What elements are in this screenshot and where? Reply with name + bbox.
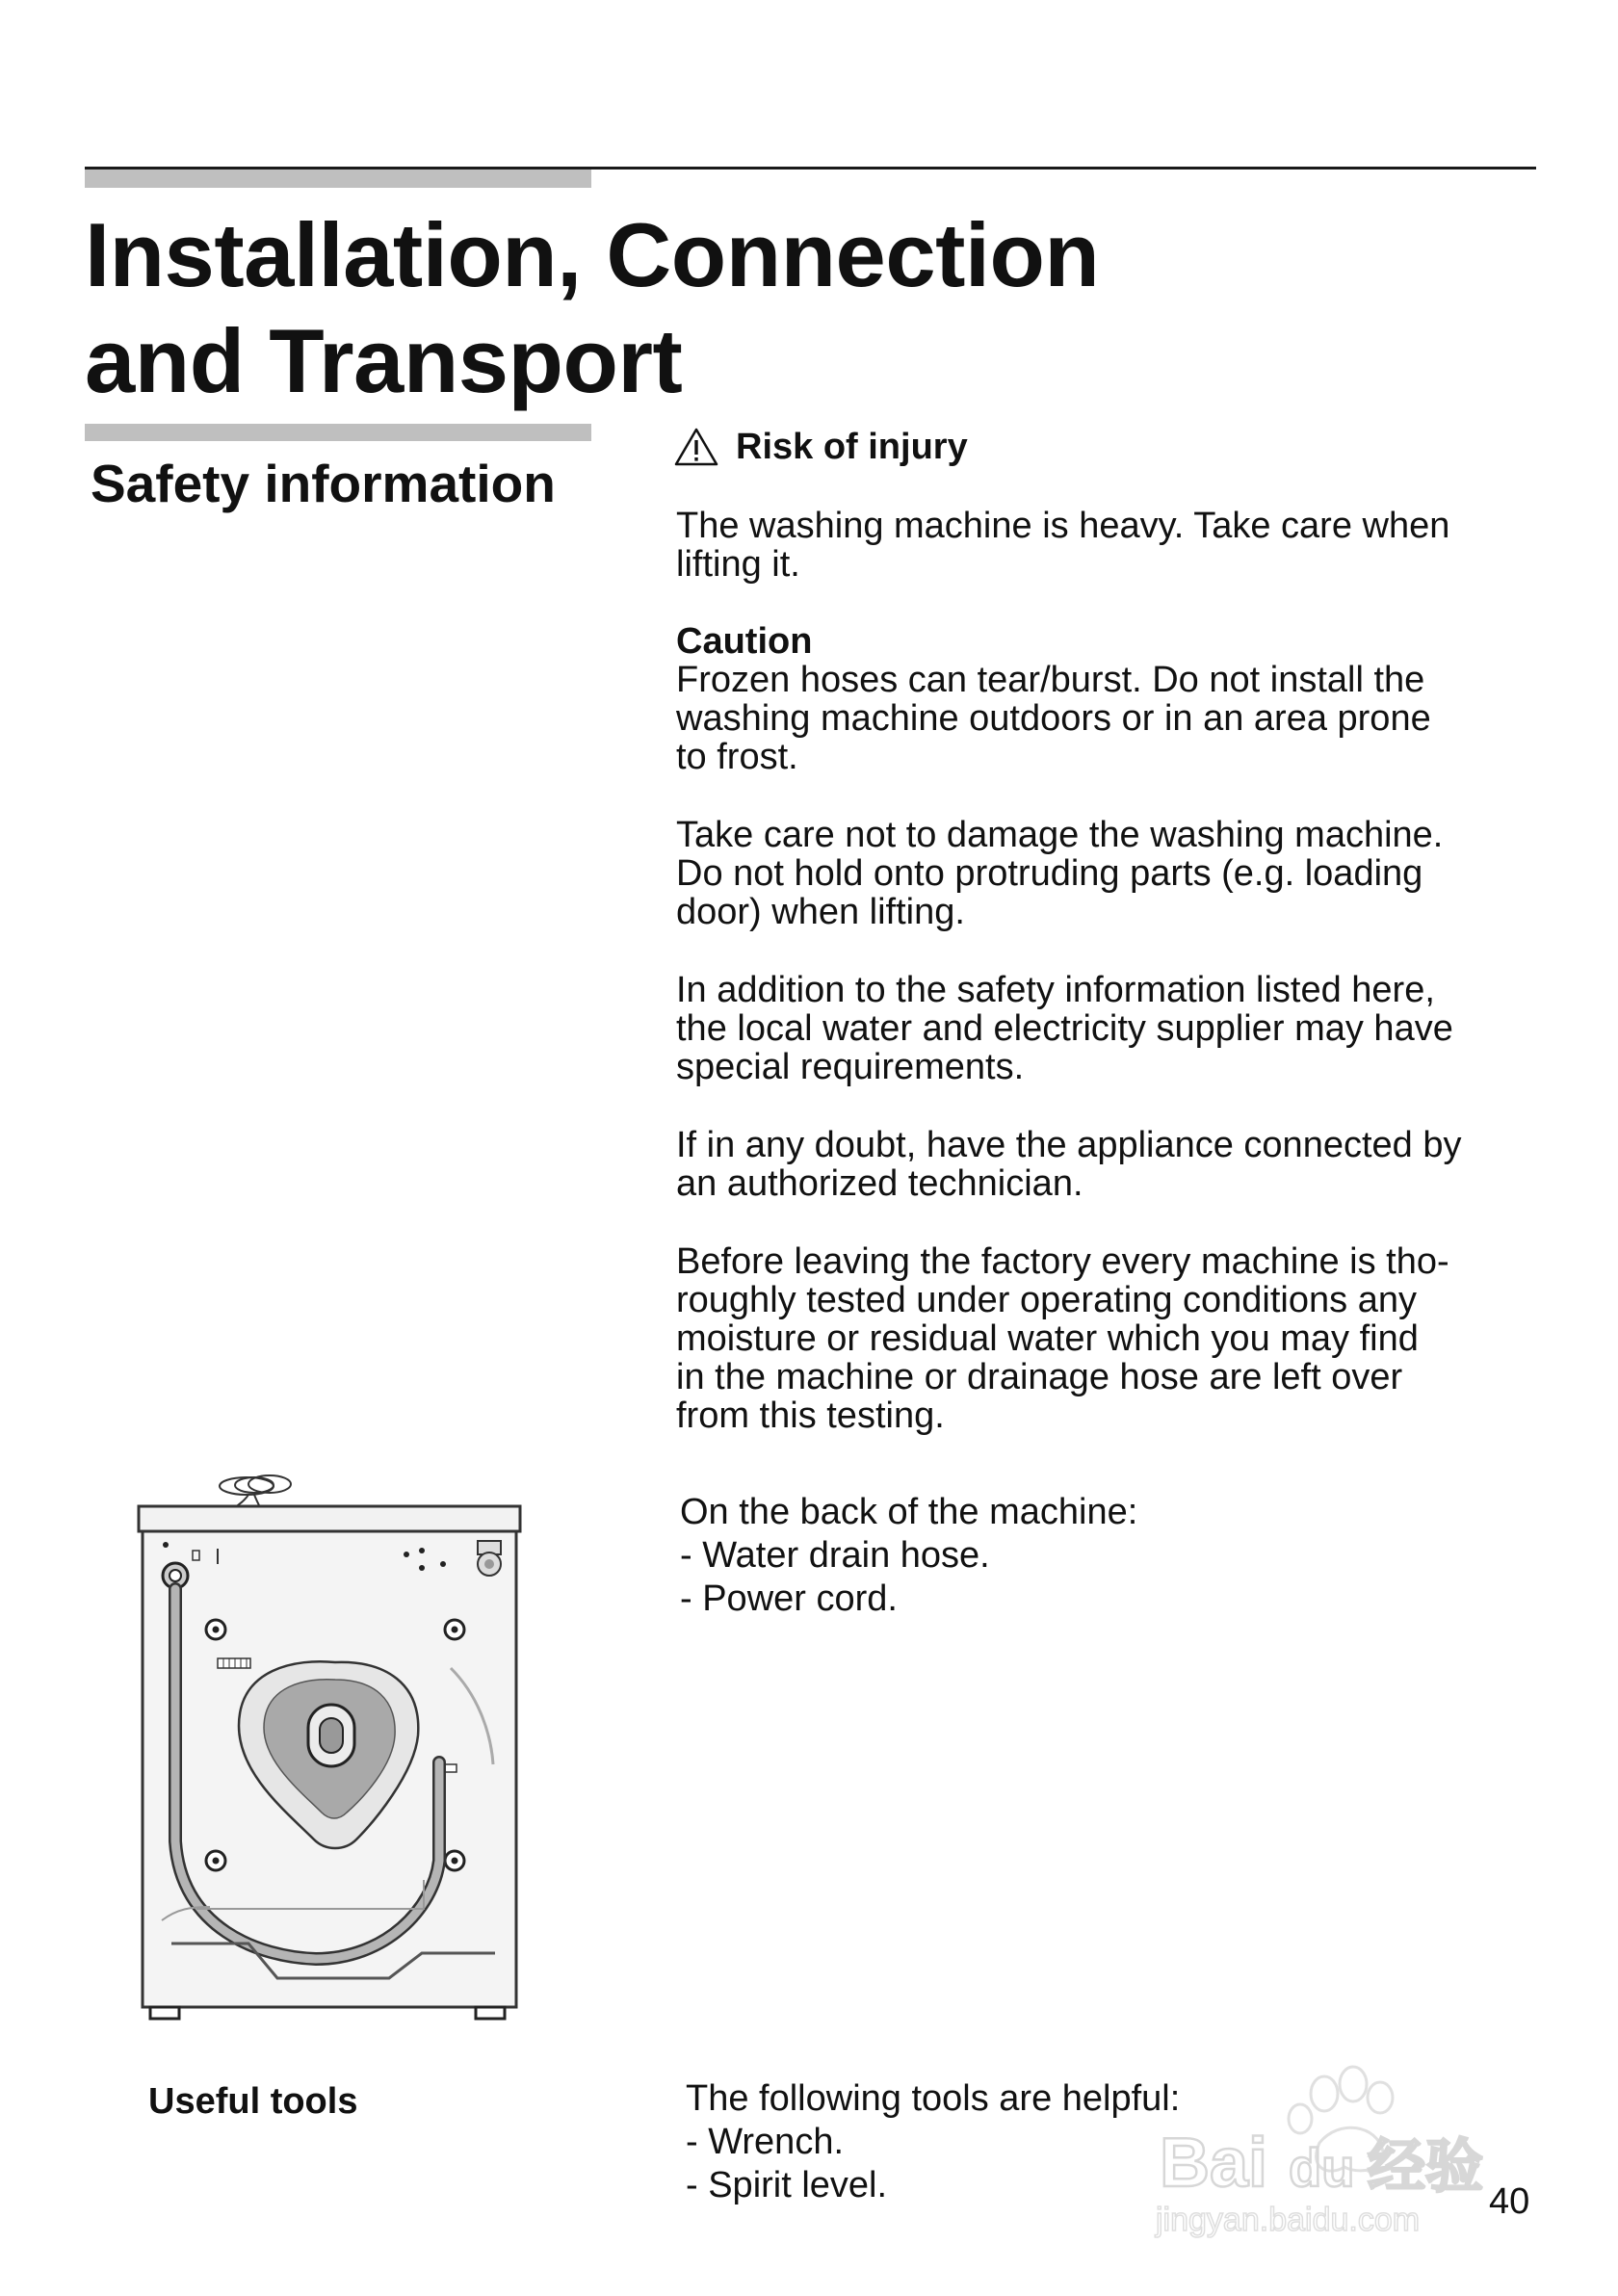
text-line: moisture or residual water which you may find — [676, 1318, 1419, 1359]
paragraph-factory — [676, 1242, 1449, 1435]
caution-label: Caution — [676, 621, 813, 662]
useful-tools-label: Useful tools — [148, 2081, 358, 2122]
list-intro: On the back of the machine: — [680, 1492, 1138, 1532]
washing-machine-back-illustration — [133, 1456, 528, 2044]
warning-triangle-icon — [674, 427, 718, 467]
text-line: Frozen hoses can tear/burst. Do not install the — [676, 660, 1425, 700]
list-item: - Power cord. — [680, 1578, 898, 1619]
text-line: to frost. — [676, 737, 798, 777]
paragraph-frozen — [676, 661, 1431, 776]
section-grey-bar — [85, 424, 591, 441]
text-line: If in any doubt, have the appliance connected by — [676, 1125, 1462, 1165]
list-item: - Water drain hose. — [680, 1535, 990, 1576]
section-title: Safety information — [91, 454, 556, 513]
paragraph-damage — [676, 816, 1443, 931]
text-line: lifting it. — [676, 544, 800, 585]
useful-tools-list — [686, 2077, 1180, 2207]
list-intro: The following tools are helpful: — [686, 2078, 1181, 2119]
page-title-line-2: and Transport — [85, 310, 683, 411]
top-grey-bar — [85, 170, 591, 188]
text-line: special requirements. — [676, 1047, 1025, 1087]
text-line: in the machine or drainage hose are left over — [676, 1357, 1403, 1397]
paragraph-heavy — [676, 507, 1449, 584]
list-item: - Wrench. — [686, 2122, 845, 2162]
text-line: The washing machine is heavy. Take care when — [676, 506, 1450, 546]
paragraph-doubt — [676, 1126, 1461, 1203]
text-line: from this testing. — [676, 1396, 945, 1436]
text-line: Do not hold onto protruding parts (e.g. loading — [676, 853, 1423, 894]
watermark-url: jingyan.baidu.com — [1156, 2202, 1421, 2238]
text-line: roughly tested under operating conditions any — [676, 1280, 1417, 1320]
baidu-watermark-logo — [1146, 2051, 1531, 2244]
text-line: door) when lifting. — [676, 892, 965, 932]
watermark-brand-suffix: du — [1289, 2137, 1355, 2198]
text-line: Take care not to damage the washing machine. — [676, 815, 1444, 855]
paragraph-requirements — [676, 971, 1453, 1086]
list-item: - Spirit level. — [686, 2165, 888, 2205]
text-line: washing machine outdoors or in an area prone — [676, 698, 1431, 739]
warning-heading — [674, 424, 968, 470]
text-line: an authorized technician. — [676, 1163, 1083, 1204]
watermark-brand: Bai — [1160, 2125, 1268, 2202]
warning-heading-text: Risk of injury — [736, 427, 968, 467]
page-title-line-1: Installation, Connection — [85, 204, 1100, 305]
text-line: the local water and electricity supplier may have — [676, 1008, 1453, 1049]
watermark-brand-cn: 经验 — [1368, 2134, 1483, 2199]
page-title — [85, 202, 1240, 414]
page-number: 40 — [1489, 2181, 1530, 2222]
text-line: Before leaving the factory every machine is tho- — [676, 1241, 1449, 1282]
back-of-machine-list — [680, 1491, 1137, 1621]
text-line: In addition to the safety information listed here, — [676, 970, 1435, 1010]
